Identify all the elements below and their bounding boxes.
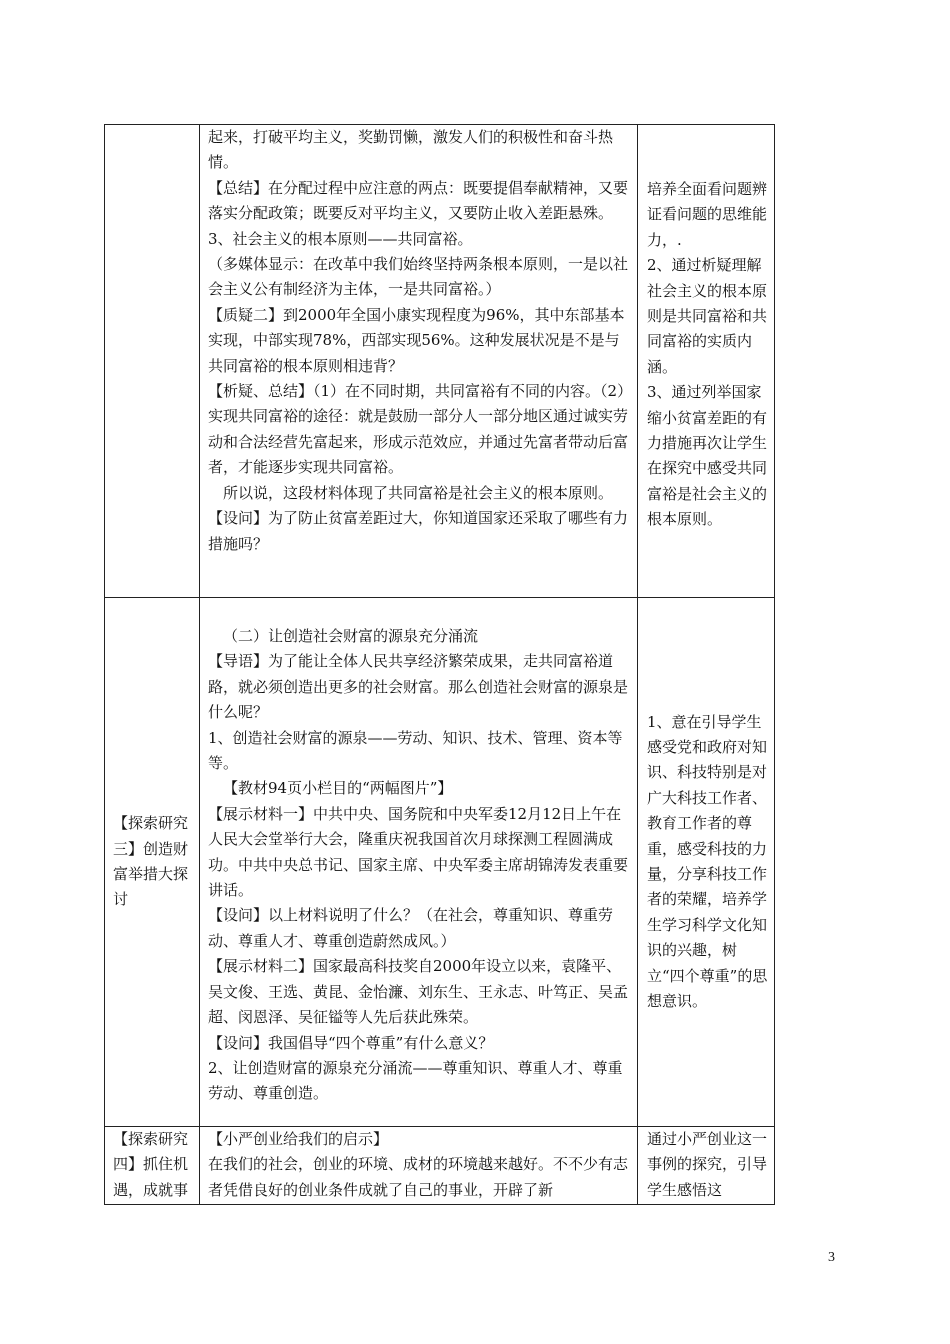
paragraph: 2、通过析疑理解社会主义的根本原则是共同富裕和共同富裕的实质内涵。 bbox=[647, 256, 768, 376]
paragraph: 1、创造社会财富的源泉——劳动、知识、技术、管理、资本等等。 bbox=[208, 728, 623, 773]
design-intent-cell bbox=[638, 1127, 775, 1205]
paragraph: 【设问】我国倡导“四个尊重”有什么意义？ bbox=[208, 1033, 494, 1052]
paragraph: 【质疑二】到2000年全国小康实现程度为96%，其中东部基本实现，中部实现78%，西部实现56%。这种发展状况是不是与共同富裕的根本原则相违背？ bbox=[208, 305, 625, 375]
paragraph: 【教材94页小栏目的“两幅图片”】 bbox=[223, 779, 453, 798]
paragraph: 1、意在引导学生感受党和政府对知识、科技特别是对广大科技工作者、教育工作者的尊重，感受科技的力量，分享科技工作者的荣耀，培养学生学习科学文化知识的兴趣，树立“四个尊重”的思想意识。 bbox=[647, 712, 768, 1011]
paragraph: 【导语】为了能让全体人民共享经济繁荣成果，走共同富裕道路，就必须创造出更多的社会财富。那么创造社会财富的源泉是什么呢？ bbox=[208, 652, 629, 722]
paragraph: 通过小严创业这一事例的探究，引导学生感悟这 bbox=[647, 1130, 768, 1199]
table-row bbox=[105, 1127, 775, 1205]
paragraph: 3、通过列举国家缩小贫富差距的有力措施再次让学生在探究中感受共同富裕是社会主义的根本原则。 bbox=[647, 383, 768, 529]
paragraph: 3、社会主义的根本原则——共同富裕。 bbox=[208, 229, 473, 248]
lesson-plan-table bbox=[104, 124, 775, 1205]
teaching-process-cell bbox=[200, 125, 638, 598]
paragraph: 【展示材料一】中共中央、国务院和中央军委12月12日上午在人民大会堂举行大会，隆重庆祝我国首次月球探测工程圆满成功。中共中央总书记、国家主席、中央军委主席胡锦涛发表重要讲话。 bbox=[208, 804, 629, 900]
design-intent-cell bbox=[638, 125, 775, 598]
paragraph: 在我们的社会，创业的环境、成材的环境越来越好。不不少有志者凭借良好的创业条件成就了自己的事业，开辟了新 bbox=[208, 1155, 629, 1199]
paragraph: 2、让创造财富的源泉充分涌流——尊重知识、尊重人才、尊重劳动、尊重创造。 bbox=[208, 1058, 623, 1103]
paragraph: 起来，打破平均主义，奖勤罚懒，激发人们的积极性和奋斗热情。 bbox=[208, 128, 614, 172]
table-row bbox=[105, 125, 775, 598]
table-row bbox=[105, 598, 775, 1127]
section-label-cell: 【探索研究三】创造财富举措大探讨 bbox=[105, 598, 200, 1127]
teaching-process-cell bbox=[200, 598, 638, 1127]
design-intent-cell bbox=[638, 598, 775, 1127]
paragraph: 【小严创业给我们的启示】 bbox=[208, 1130, 389, 1148]
paragraph: 培养全面看问题辨证看问题的思维能力，. bbox=[647, 180, 768, 249]
paragraph: （多媒体显示：在改革中我们始终坚持两条根本原则，一是以社会主义公有制经济为主体，一是共同富裕。） bbox=[208, 255, 629, 299]
paragraph: 【析疑、总结】（1）在不同时期，共同富裕有不同的内容。（2）实现共同富裕的途径：就是鼓励一部分人一部分地区通过诚实劳动和合法经营先富起来，形成示范效应，并通过先富者带动后富者，才能逐步实现共同富裕。 bbox=[208, 382, 629, 477]
paragraph: （二）让创造社会财富的源泉充分涌流 bbox=[223, 627, 479, 645]
paragraph: 【展示材料二】国家最高科技奖自2000年设立以来，袁隆平、吴文俊、王选、黄昆、金怡濂、刘东生、王永志、叶笃正、吴孟超、闵恩泽、吴征镒等人先后获此殊荣。 bbox=[208, 957, 629, 1027]
section-label-cell bbox=[105, 125, 200, 598]
paragraph: 所以说，这段材料体现了共同富裕是社会主义的根本原则。 bbox=[223, 483, 614, 502]
page-number: 3 bbox=[828, 1250, 835, 1265]
paragraph: 【设问】为了防止贫富差距过大，你知道国家还采取了哪些有力措施吗？ bbox=[208, 509, 629, 553]
paragraph: 【总结】在分配过程中应注意的两点：既要提倡奉献精神，又要落实分配政策；既要反对平均主义，又要防止收入差距悬殊。 bbox=[208, 178, 629, 223]
section-label-cell: 【探索研究四】抓住机遇，成就事 bbox=[105, 1127, 200, 1205]
paragraph: 【设问】以上材料说明了什么？（在社会，尊重知识、尊重劳动、尊重人才、尊重创造蔚然成风。） bbox=[208, 906, 614, 950]
teaching-process-cell bbox=[200, 1127, 638, 1205]
